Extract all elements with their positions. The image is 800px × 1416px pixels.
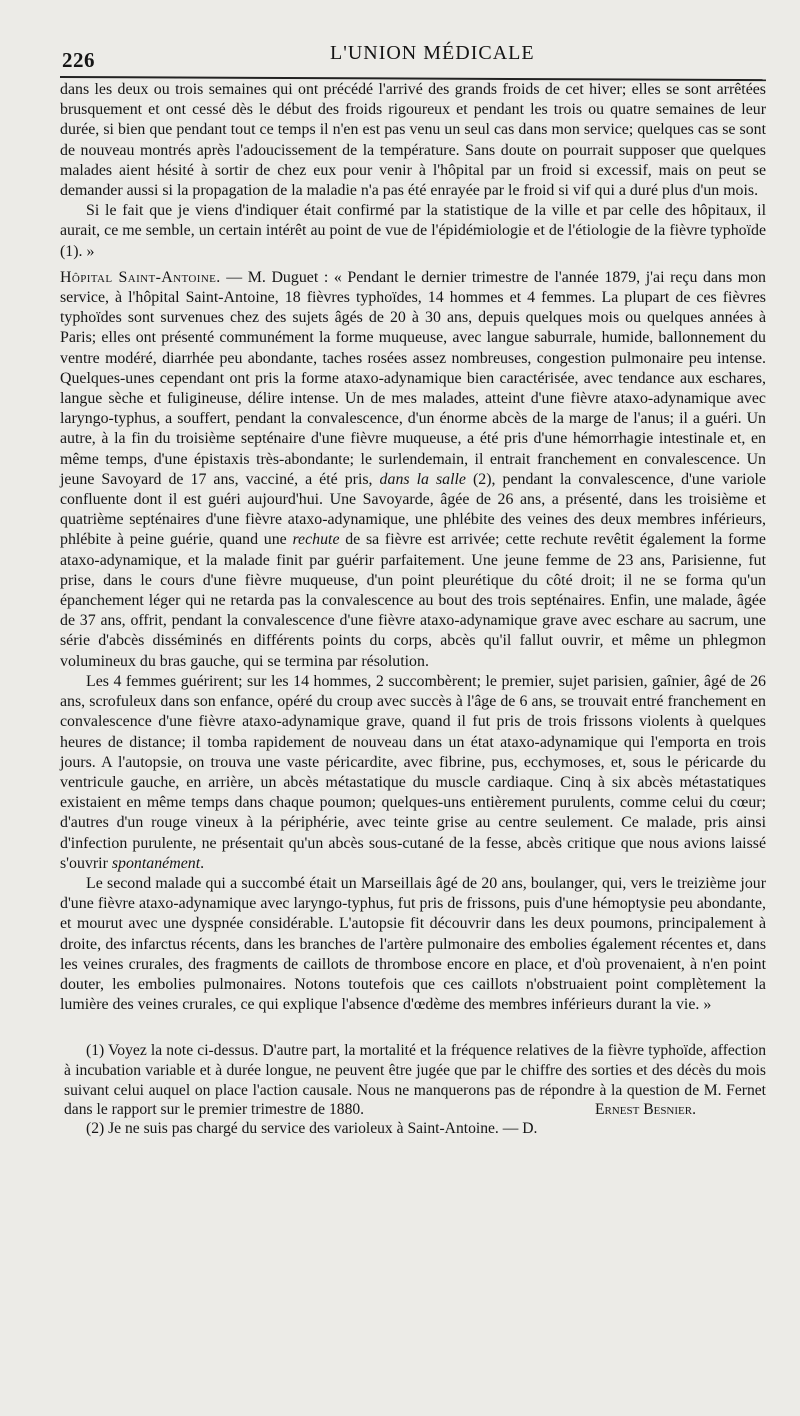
paragraph-text: . xyxy=(200,854,205,872)
paragraph-text: — M. Duguet : « Pendant le dernier trimestre de l'année 1879, j'ai reçu dans mon service, à l'hôpital Saint-Antoine, 18 fièvres typhoïdes, 14 hommes et 4 femmes. La plupart de ces fièvres typhoïdes sont survenues chez des sujets âgés de 20 à 30 ans, depuis quelques mois ou quelques années à Paris; elles ont présenté communément la forme muqueuse, avec langue saburrale, humide, ballonnement du ventre modéré, diarrhée peu abondante, taches rosées assez nombreuses, congestion pulmonaire peu intense. Quelques-unes cependant ont pris la forme ataxo-adynamique bien caractérisée, avec tendance aux eschares, langue sèche et fuligineuse, délire intense. Un de mes malades, atteint d'une fièvre ataxo-adynamique avec laryngo-typhus, a souffert, pendant la convalescence, d'un énorme abcès de la marge de l'anus; il a guéri. Un autre, à la fin du troisième septénaire d'une fièvre muqueuse, a été pris d'une hémorrhagie intestinale et, en même temps, d'une épistaxis très-abondante; le surlendemain, il entrait franchement en convalescence. Un jeune Savoyard de 17 ans, vacciné, a été pris, xyxy=(60,268,766,488)
paragraph-text: (2), pendant la convalescence, d'une variole confluente dont il est guéri aujourd'hui. Une Savoyarde, âgée de 26 ans, a présenté, dans les troisième et quatrième septénaires d'une fièvre ataxo-adynamique, une phlébite des veines des deux membres inférieurs, phlébite à peine guérie, quand une xyxy=(60,470,766,549)
footnote-1: (1) Voyez la note ci-dessus. D'autre part, la mortalité et la fréquence relatives de la fièvre typhoïde, affection à incubation variable et à durée longue, ne peuvent être jugée que par le chiffre des sorties et des décès du mois suivant celui auquel on place l'action causale. Nous ne manquerons pas de répondre à la question de M. Fernet dans le rapport sur le premier trimestre de 1880. xyxy=(64,1042,766,1119)
paragraph-text: Les 4 femmes guérirent; sur les 14 hommes, 2 succombèrent; le premier, sujet parisien, gaînier, âgé de 26 ans, scrofuleux dans son enfance, opéré du croup avec succès à l'âge de 6 ans, se trouvait entré franchement en convalescence d'une fièvre ataxo-adynamique grave, quand il fut pris de trois frissons violents à quelques heures de distance; il tomba rapidement de nouveau dans un état ataxo-adynamique qui l'emporta en trois jours. A l'autopsie, on trouva une vaste péricardite, avec fibrine, pus, ecchymoses, et, sous le péricarde du ventricule gauche, en arrière, un abcès métastatique du muscle cardiaque. Cinq à six abcès métastatiques existaient en même temps dans chaque poumon; quelques-uns entièrement purulents, comme celui du cœur; d'autres d'un rouge vineux à la périphérie, avec teinte grise au centre seulement. Ce malade, pris ainsi d'infection purulente, ne présentait qu'un abcès sous-cutané de la fesse, abcès critique que nous avions laissé s'ouvrir xyxy=(60,672,766,872)
paragraph-continuation: dans les deux ou trois semaines qui ont précédé l'arrivé des grands froids de cet hiver; elles se sont arrêtées brusquement et ont cessé dès le début des froids rigoureux et pendant les trois ou quatre semaines de leur durée, si bien que pendant tout ce temps il n'en est pas venu un seul cas dans mon service; quelques cas se sont de nouveau montrés après l'adoucissement de la température. Sans doute on pourrait supposer que quelques malades aient hésité à sortir de chez eux pour venir à l'hôpital par un froid si excessif, mais on peut se demander aussi si la propagation de la maladie n'a pas été enrayée par le froid si vif qui a duré plus d'un mois. xyxy=(60,81,766,200)
paragraph-second-case: Le second malade qui a succombé était un Marseillais âgé de 20 ans, boulanger, qui, vers le treizième jour d'une fièvre ataxo-adynamique avec laryngo-typhus, fut pris de frissons, puis d'une hémoptysie peu abondante, et mourut avec une dyspnée considérable. L'autopsie fit découvrir dans les deux poumons, principalement à droite, des infarctus récents, dans les branches de l'artère pulmonaire des embolies également récentes et, dans les veines crurales, des fragments de caillots de thrombose encore en place, et d'où provenaient, à n'en point douter, les embolies pulmonaires. Notons toutefois que ces caillots n'obstruaient point complètement la lumière des veines crurales, ce qui explique l'absence d'œdème des membres inférieurs durant la vie. » xyxy=(60,874,766,1014)
paragraph-outcomes xyxy=(60,672,766,874)
italic-text: dans la salle xyxy=(379,470,466,488)
paragraph-saint-antoine xyxy=(60,268,766,672)
page-number: 226 xyxy=(62,48,95,72)
paragraph-epidemiology: Si le fait que je viens d'indiquer était confirmé par la statistique de la ville et par celle des hôpitaux, il aurait, ce me semble, un certain intérêt au point de vue de l'épidémiologie et de l'étiologie de la fièvre typhoïde (1). » xyxy=(60,202,766,260)
section-heading: Hôpital Saint-Antoine. xyxy=(60,268,221,286)
running-title: L'UNION MÉDICALE xyxy=(330,42,535,64)
footnote-2: (2) Je ne suis pas chargé du service des varioleux à Saint-Antoine. — D. xyxy=(86,1120,538,1138)
italic-text: rechute xyxy=(292,531,340,549)
article-body xyxy=(60,80,766,1015)
footnotes xyxy=(60,1041,766,1139)
italic-text: spontanément xyxy=(111,854,201,872)
page-header xyxy=(60,38,766,72)
paragraph-text: de sa fièvre est arrivée; cette rechute revêtit également la forme ataxo-adynamique, et la malade finit par guérir parfaitement. Une jeune femme de 23 ans, Parisienne, fut prise, dans le cours d'une fièvre muqueuse, d'un point pleurétique du côté droit; il ne se forma qu'un épanchement léger qui ne retarda pas la convalescence au bout des trois septénaires. Enfin, une malade, âgée de 37 ans, offrit, pendant la convalescence d'une fièvre ataxo-adynamique grave avec eschare au sacrum, une série d'abcès disséminés en différents points du corps, abcès qu'il fallut ouvrir, et même un phlegmon volumineux du bras gauche, qui se termina par résolution. xyxy=(60,531,766,670)
signature-text: Ernest Besnier. xyxy=(594,1100,696,1118)
